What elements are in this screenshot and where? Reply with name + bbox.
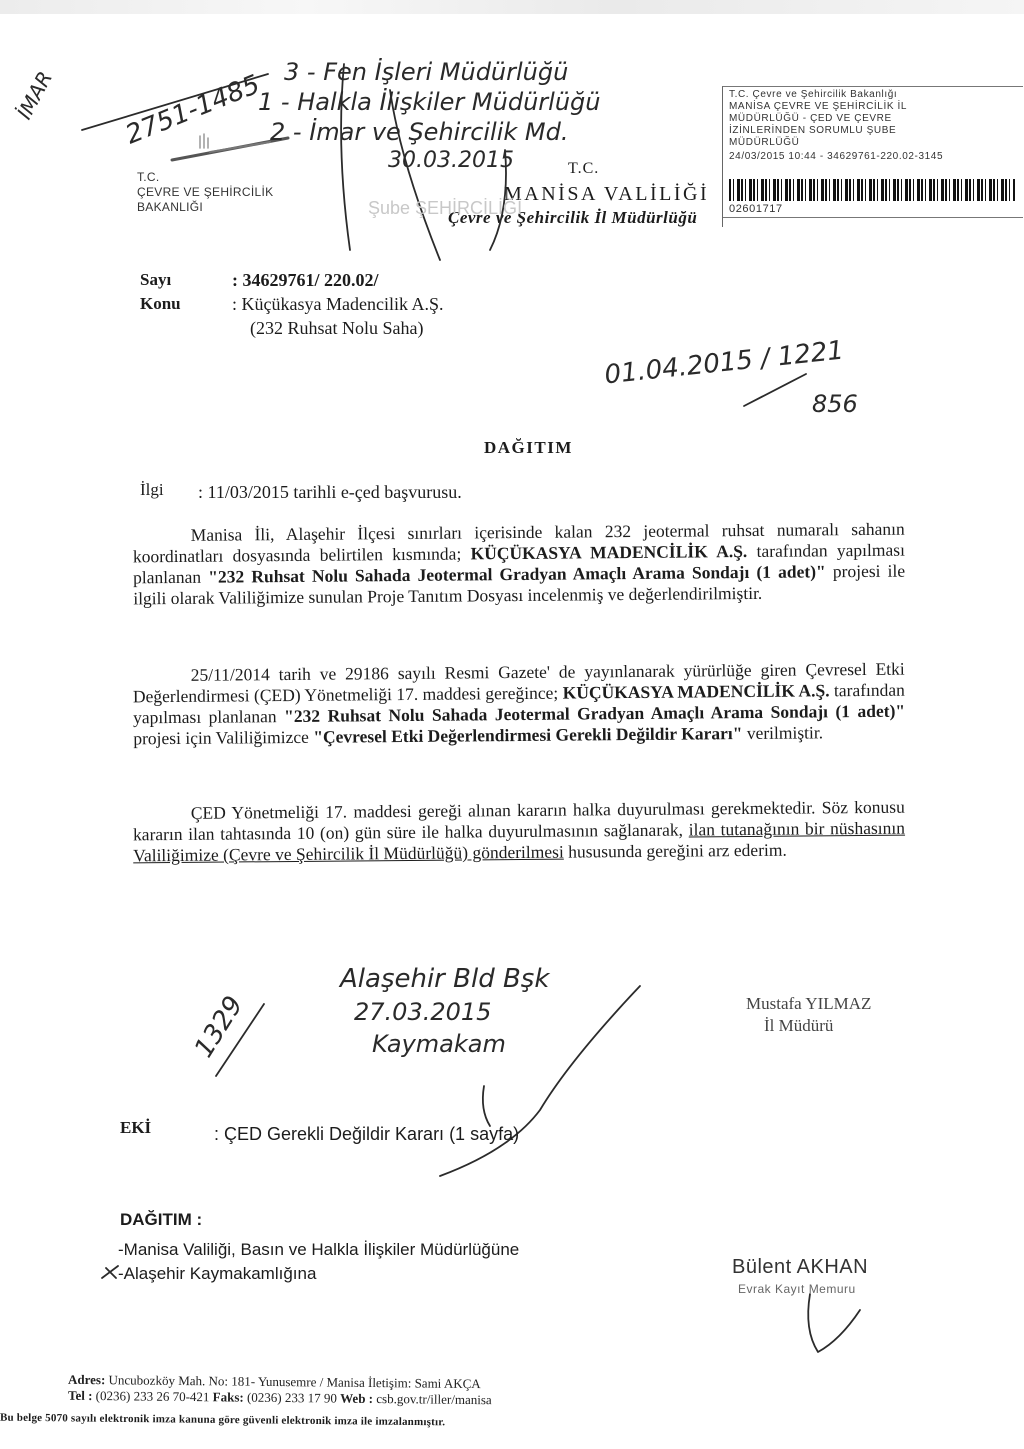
footer-address-label: Adres: xyxy=(67,1371,106,1388)
decision-name: "Çevresel Etki Değerlendirmesi Gerekli Değildir Kararı" xyxy=(313,723,743,747)
registry-stamp xyxy=(722,86,1023,227)
footer-web: csb.gov.tr/iller/manisa xyxy=(372,1390,492,1408)
gov-tc: T.C. xyxy=(568,160,600,177)
handwritten-imar: İMAR xyxy=(12,67,58,124)
distribution-heading: DAĞITIM xyxy=(484,438,573,457)
sayi-value: : 34629761/ 220.02/ xyxy=(232,270,379,290)
ilgi-value: : 11/03/2015 tarihli e-çed başvurusu. xyxy=(198,482,462,502)
konu-value: : Küçükasya Madencilik A.Ş. xyxy=(232,294,444,314)
ilgi-label: İlgi xyxy=(140,480,164,499)
gov-directorate: Çevre ve Şehircilik İl Müdürlüğü xyxy=(448,208,698,227)
p2-text: 25/11/2014 tarih ve 29186 sayılı Resmi Gazete' de yayınlanarak yürürlüğe giren Çevresel Etki Değerlendirmesi (ÇED) Yönetmeliği 17. maddesi gereğince; xyxy=(132,658,905,707)
ministry-name xyxy=(137,170,273,215)
clerk-role: Evrak Kayıt Memuru xyxy=(738,1282,856,1296)
company-name: KÜÇÜKASYA MADENCİLİK A.Ş. xyxy=(470,541,748,564)
project-name: "232 Ruhsat Nolu Sahada Jeotermal Gradyan Amaçlı Arama Sondajı (1 adet)" xyxy=(284,700,906,727)
barcode-icon xyxy=(729,179,1015,201)
konu-value-2: (232 Ruhsat Nolu Saha) xyxy=(250,318,424,338)
konu-label: Konu xyxy=(140,294,181,313)
scan-top-edge xyxy=(0,0,1024,14)
handwritten-check-icon xyxy=(100,1262,122,1282)
footer-fax: (0236) 233 17 90 xyxy=(243,1389,341,1406)
ministry-line: BAKANLIĞI xyxy=(137,200,204,214)
body-paragraph-1 xyxy=(133,519,906,610)
footer-e-signature-note: Bu belge 5070 sayılı elektronik imza kanuna göre güvenli elektronik imza ile imzalanmıştır. xyxy=(0,1411,446,1429)
handwritten-routing-date: 30.03.2015 xyxy=(388,148,514,173)
handwritten-mayor-1: Alaşehir Bld Bşk xyxy=(340,964,550,994)
p1-text: projesi ile ilgili olarak Valiliğimize sunulan Proje Tanıtım Dosyası incelenmiş ve değerlendirilmiştir. xyxy=(133,560,906,609)
ministry-line: T.C. xyxy=(137,170,160,184)
p1-text: tarafından yapılması planlanan xyxy=(133,539,905,588)
signer-block xyxy=(746,993,871,1037)
p1-text: Manisa İli, Alaşehir İlçesi sınırları içerisinde kalan 232 jeotermal ruhsat numaralı sahanın koordinatları dosyasında belirtilen kısmında; xyxy=(132,518,905,567)
clerk-name: Bülent AKHAN xyxy=(732,1256,869,1278)
signature-icon xyxy=(420,980,650,1180)
handwritten-routing-2: 1 - Halkla İlişkiler Müdürlüğü xyxy=(258,88,601,116)
handwritten-mayor-2: 27.03.2015 xyxy=(354,998,492,1026)
stamp-line: T.C. Çevre ve Şehircilik Bakanlığı xyxy=(729,89,898,100)
handwritten-mayor-3: Kaymakam xyxy=(372,1030,506,1058)
project-name: "232 Ruhsat Nolu Sahada Jeotermal Gradyan Amaçlı Arama Sondajı (1 adet)" xyxy=(208,561,826,587)
footer-contact xyxy=(68,1388,492,1408)
footer-address-text: Uncubozköy Mah. No: 181- Yunusemre / Manisa İletişim: Sami AKÇA xyxy=(105,1372,481,1392)
p3-text: hususunda gereğini arz ederim. xyxy=(563,839,787,862)
footer-tel-label: Tel : xyxy=(67,1387,93,1404)
company-name: KÜÇÜKASYA MADENCİLİK A.Ş. xyxy=(562,680,830,703)
gov-governorship: MANİSA VALİLİĞİ xyxy=(504,183,710,205)
handwritten-routing-1: 3 - Fen İşleri Müdürlüğü xyxy=(284,58,569,86)
handwritten-margin-no: 1329 xyxy=(188,990,250,1064)
handwritten-bracket xyxy=(330,60,523,260)
body-paragraph-2 xyxy=(133,659,906,750)
ministry-line: ÇEVRE VE ŞEHİRCİLİK xyxy=(137,185,274,199)
p2-text: projesi için Valiliğimizce xyxy=(133,726,314,749)
body-paragraph-3 xyxy=(133,797,906,867)
attachment-value: : ÇED Gerekli Değildir Kararı (1 sayfa) xyxy=(214,1124,520,1144)
p2-text: tarafından yapılması planlanan xyxy=(133,679,905,728)
handwritten-ref-number: 2751-1485 xyxy=(121,69,265,151)
handwritten-diagonal xyxy=(210,1000,270,1080)
handwritten-received-date: 01.04.2015 / 1221 xyxy=(603,335,846,391)
clerk-signature-icon xyxy=(800,1290,870,1360)
distribution-list-title: DAĞITIM : xyxy=(120,1210,203,1229)
stamp-line: İZİNLERİNDEN SORUMLU ŞUBE xyxy=(729,125,897,136)
distribution-item: -Alaşehir Kaymakamlığına xyxy=(118,1264,317,1283)
handwritten-slash xyxy=(740,370,810,410)
sayi-label: Sayı xyxy=(140,270,172,289)
footer-tel: (0236) 233 26 70-421 xyxy=(92,1388,213,1405)
stamp-line: MANİSA ÇEVRE VE ŞEHİRCİLİK İL xyxy=(729,101,908,112)
distribution-item: -Manisa Valiliği, Basın ve Halkla İlişkiler Müdürlüğüne xyxy=(118,1240,520,1259)
signer-title: İl Müdürü xyxy=(764,1016,834,1035)
barcode-number: 02601717 xyxy=(729,203,783,215)
handwritten-routing-3: 2 - İmar ve Şehircilik Md. xyxy=(270,118,569,146)
stamp-line: 24/03/2015 10:44 - 34629761-220.02-3145 xyxy=(729,151,944,162)
faint-stamp-text: Şube ŞEHİRCİLİĞİ xyxy=(368,198,523,218)
p2-text: verilmiştir. xyxy=(742,722,824,744)
stamp-line: MÜDÜRLÜĞÜ - ÇED VE ÇEVRE xyxy=(729,113,892,124)
stamp-line: MÜDÜRLÜĞÜ xyxy=(729,137,800,148)
handwritten-stroke xyxy=(78,70,278,140)
footer-fax-label: Faks: xyxy=(212,1389,244,1405)
p3-underlined: ilan tutanağının bir nüshasının Valiliğimize (Çevre ve Şehircilik İl Müdürlüğü) gönderilmesi xyxy=(133,817,906,866)
p3-text: ÇED Yönetmeliği 17. maddesi gereği alınan kararın halka duyurulması gerekmektedir. Söz konusu kararın ilan tahtasında 10 (on) gün süre ile halka duyurulmasının sağlanarak, xyxy=(132,796,905,845)
signer-name: Mustafa YILMAZ xyxy=(746,994,872,1013)
footer-web-label: Web : xyxy=(340,1390,374,1406)
attachment-label: EKİ xyxy=(120,1118,152,1137)
handwritten-received-no: 856 xyxy=(812,390,858,418)
